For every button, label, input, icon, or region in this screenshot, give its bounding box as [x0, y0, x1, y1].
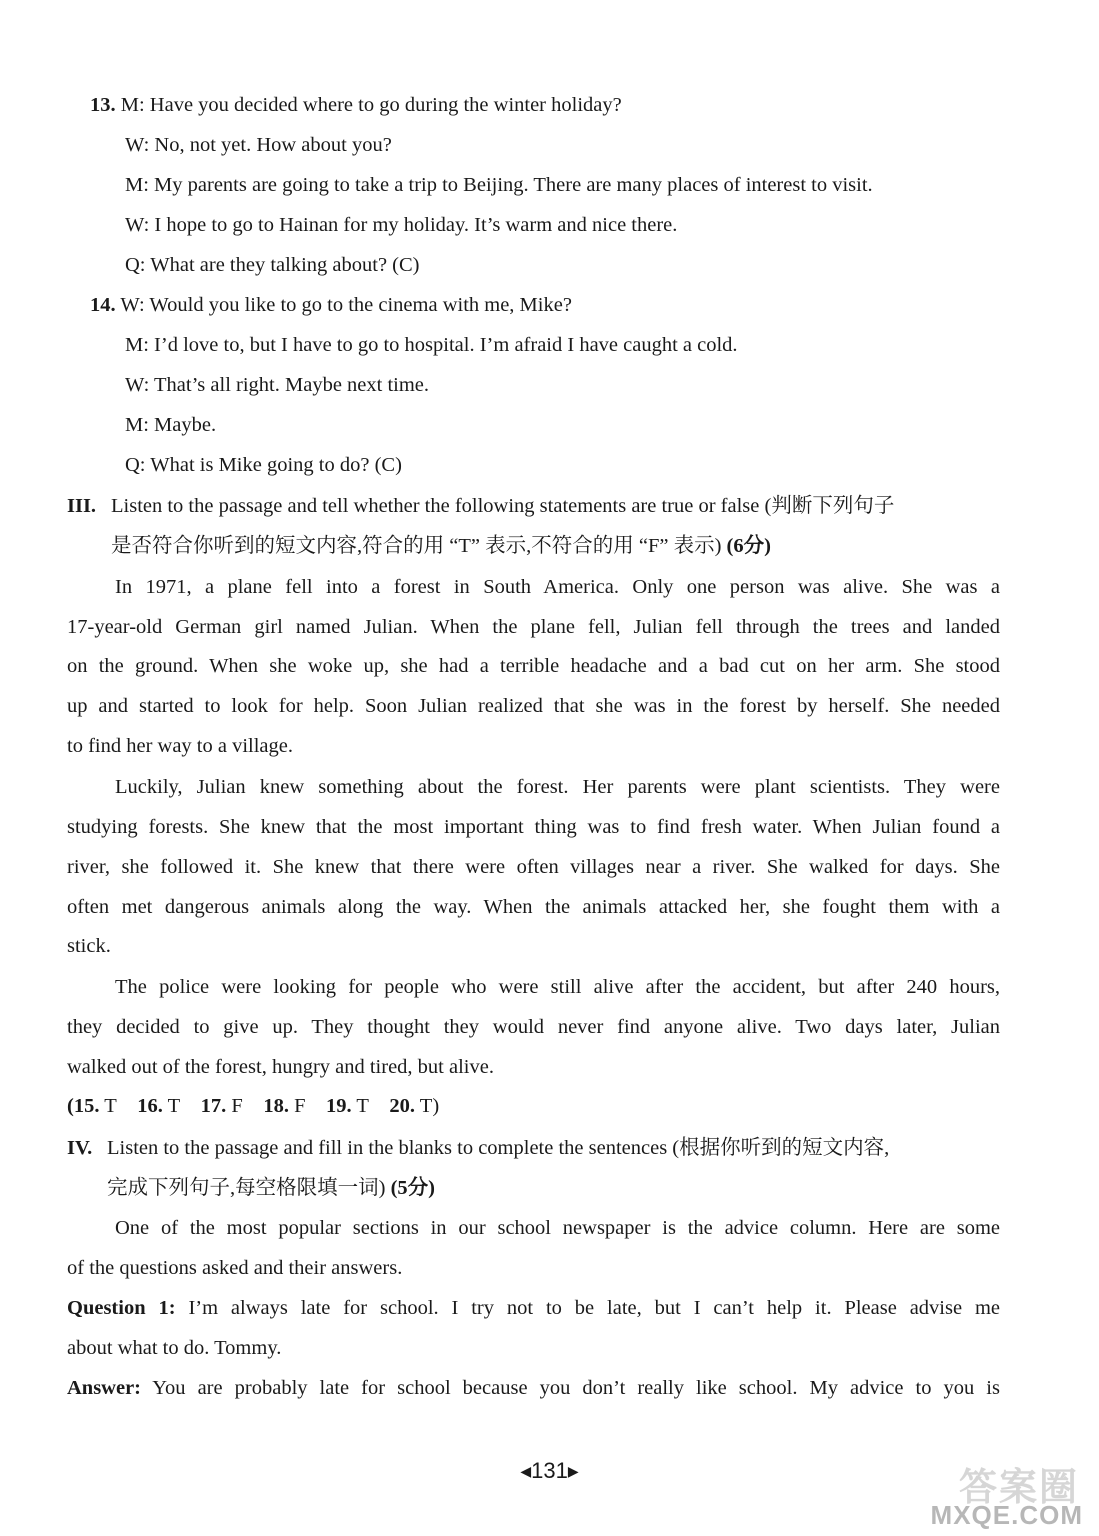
section-4-title-text-2: 完成下列句子,每空格限填一词): [107, 1177, 386, 1199]
passage-3-p1-line-5: to find her way to a village.: [67, 735, 294, 757]
page-number-value: 131: [531, 1458, 568, 1483]
answer-open-paren: (: [67, 1095, 74, 1117]
section-4-numeral: IV.: [67, 1137, 93, 1159]
section-3-title-line-2: [111, 534, 771, 558]
q14-question: Q: What is Mike going to do? (C): [125, 454, 402, 476]
section-4-number: [67, 1136, 92, 1160]
passage-3-p1-line-2: 17-year-old German girl named Julian. When the plane fell, Julian fell through the trees and landed: [67, 616, 1000, 638]
q13-text-1: M: Have you decided where to go during the winter holiday?: [120, 94, 622, 116]
q14-line-4: M: Maybe.: [125, 414, 217, 436]
q13-line-1: [90, 93, 622, 117]
section-3-title-line-1: Listen to the passage and tell whether the following statements are true or false (判断下列句子: [111, 495, 895, 517]
answer-19-value: T: [356, 1095, 369, 1117]
answer-17-label: 17.: [200, 1095, 227, 1117]
q14-line-3: W: That’s all right. Maybe next time.: [125, 374, 430, 396]
section-3-number: [67, 494, 96, 518]
question-1-line-1: [67, 1296, 1000, 1320]
passage-3-p2-line-4: often met dangerous animals along the way. When the animals attacked her, she fought them with a: [67, 896, 1000, 918]
answer-16-label: 16.: [137, 1095, 163, 1117]
q13-line-2: W: No, not yet. How about you?: [125, 134, 392, 156]
answer-18-label: 18.: [263, 1095, 289, 1117]
answer-close-paren: ): [432, 1095, 440, 1117]
passage-3-p1-line-3: on the ground. When she woke up, she had a terrible headache and a bad cut on her arm. She stood: [67, 655, 1000, 677]
q13-line-4: W: I hope to go to Hainan for my holiday. It’s warm and nice there.: [125, 214, 678, 236]
section-3-answer-key: [67, 1094, 439, 1118]
passage-3-p3-line-3: walked out of the forest, hungry and tired, but alive.: [67, 1056, 494, 1078]
passage-3-p1-line-1: In 1971, a plane fell into a forest in South America. Only one person was alive. She was a: [115, 576, 1000, 598]
answer-20-value: T: [419, 1095, 433, 1117]
q14-number: 14.: [90, 294, 116, 316]
right-triangle-icon: ▶: [567, 1463, 579, 1479]
passage-3-p1-line-4: up and started to look for help. Soon Julian realized that she was in the forest by herself. She needed: [67, 695, 1000, 717]
answer-1-line-1: [67, 1376, 1000, 1400]
answer-label: Answer:: [67, 1377, 142, 1399]
answer-1-text: You are probably late for school because you don’t really like school. My advice to you is: [152, 1377, 1000, 1399]
passage-4-p1-line-1: One of the most popular sections in our school newspaper is the advice column. Here are some: [115, 1217, 1000, 1239]
section-3-title-text-2: 是否符合你听到的短文内容,符合的用 “T” 表示,不符合的用 “F” 表示): [111, 535, 722, 557]
answer-19-label: 19.: [325, 1095, 352, 1117]
section-3-score: (6分): [726, 535, 771, 557]
passage-3-p2-line-2: studying forests. She knew that the most important thing was to find fresh water. When Julian found a: [67, 816, 1000, 838]
q14-line-1: [90, 293, 572, 317]
q13-question: Q: What are they talking about? (C): [125, 254, 420, 276]
passage-3-p3-line-2: they decided to give up. They thought they would never find anyone alive. Two days later, Julian: [67, 1016, 1000, 1038]
q14-line-2: M: I’d love to, but I have to go to hospital. I’m afraid I have caught a cold.: [125, 334, 738, 356]
question-1-text: I’m always late for school. I try not to be late, but I can’t help it. Please advise me: [188, 1297, 1001, 1319]
passage-3-p2-line-1: Luckily, Julian knew something about the forest. Her parents were plant scientists. They were: [115, 776, 1000, 798]
passage-3-p2-line-5: stick.: [67, 935, 111, 957]
page-number: [0, 1458, 1099, 1484]
answer-20-label: 20.: [389, 1095, 416, 1117]
left-triangle-icon: ◀: [520, 1463, 532, 1479]
answer-18-value: F: [294, 1095, 306, 1117]
watermark-logo-en: MXQE.COM: [930, 1500, 1083, 1530]
section-4-score: (5分): [390, 1177, 435, 1199]
question-1-label: Question 1:: [67, 1297, 176, 1319]
passage-4-p1-line-2: of the questions asked and their answers.: [67, 1257, 403, 1279]
q13-number: 13.: [90, 94, 116, 116]
section-4-title-line-2: [107, 1176, 435, 1200]
question-1-line-2: about what to do. Tommy.: [67, 1337, 282, 1359]
q13-line-3: M: My parents are going to take a trip to Beijing. There are many places of interest to visit.: [125, 174, 873, 196]
q14-text-1: W: Would you like to go to the cinema with me, Mike?: [120, 294, 572, 316]
section-3-numeral: III.: [67, 495, 97, 517]
answer-16-value: T: [167, 1095, 181, 1117]
passage-3-p3-line-1: The police were looking for people who were still alive after the accident, but after 240 hours,: [115, 976, 1000, 998]
passage-3-p2-line-3: river, she followed it. She knew that there were often villages near a river. She walked for days. She: [67, 856, 1000, 878]
watermark-logo-cn: 答案圈: [958, 1465, 1079, 1509]
answer-15-label: 15.: [73, 1095, 100, 1117]
answer-15-value: T: [104, 1095, 117, 1117]
section-4-title-line-1: Listen to the passage and fill in the blanks to complete the sentences (根据你听到的短文内容,: [107, 1137, 890, 1159]
answer-17-value: F: [231, 1095, 243, 1117]
